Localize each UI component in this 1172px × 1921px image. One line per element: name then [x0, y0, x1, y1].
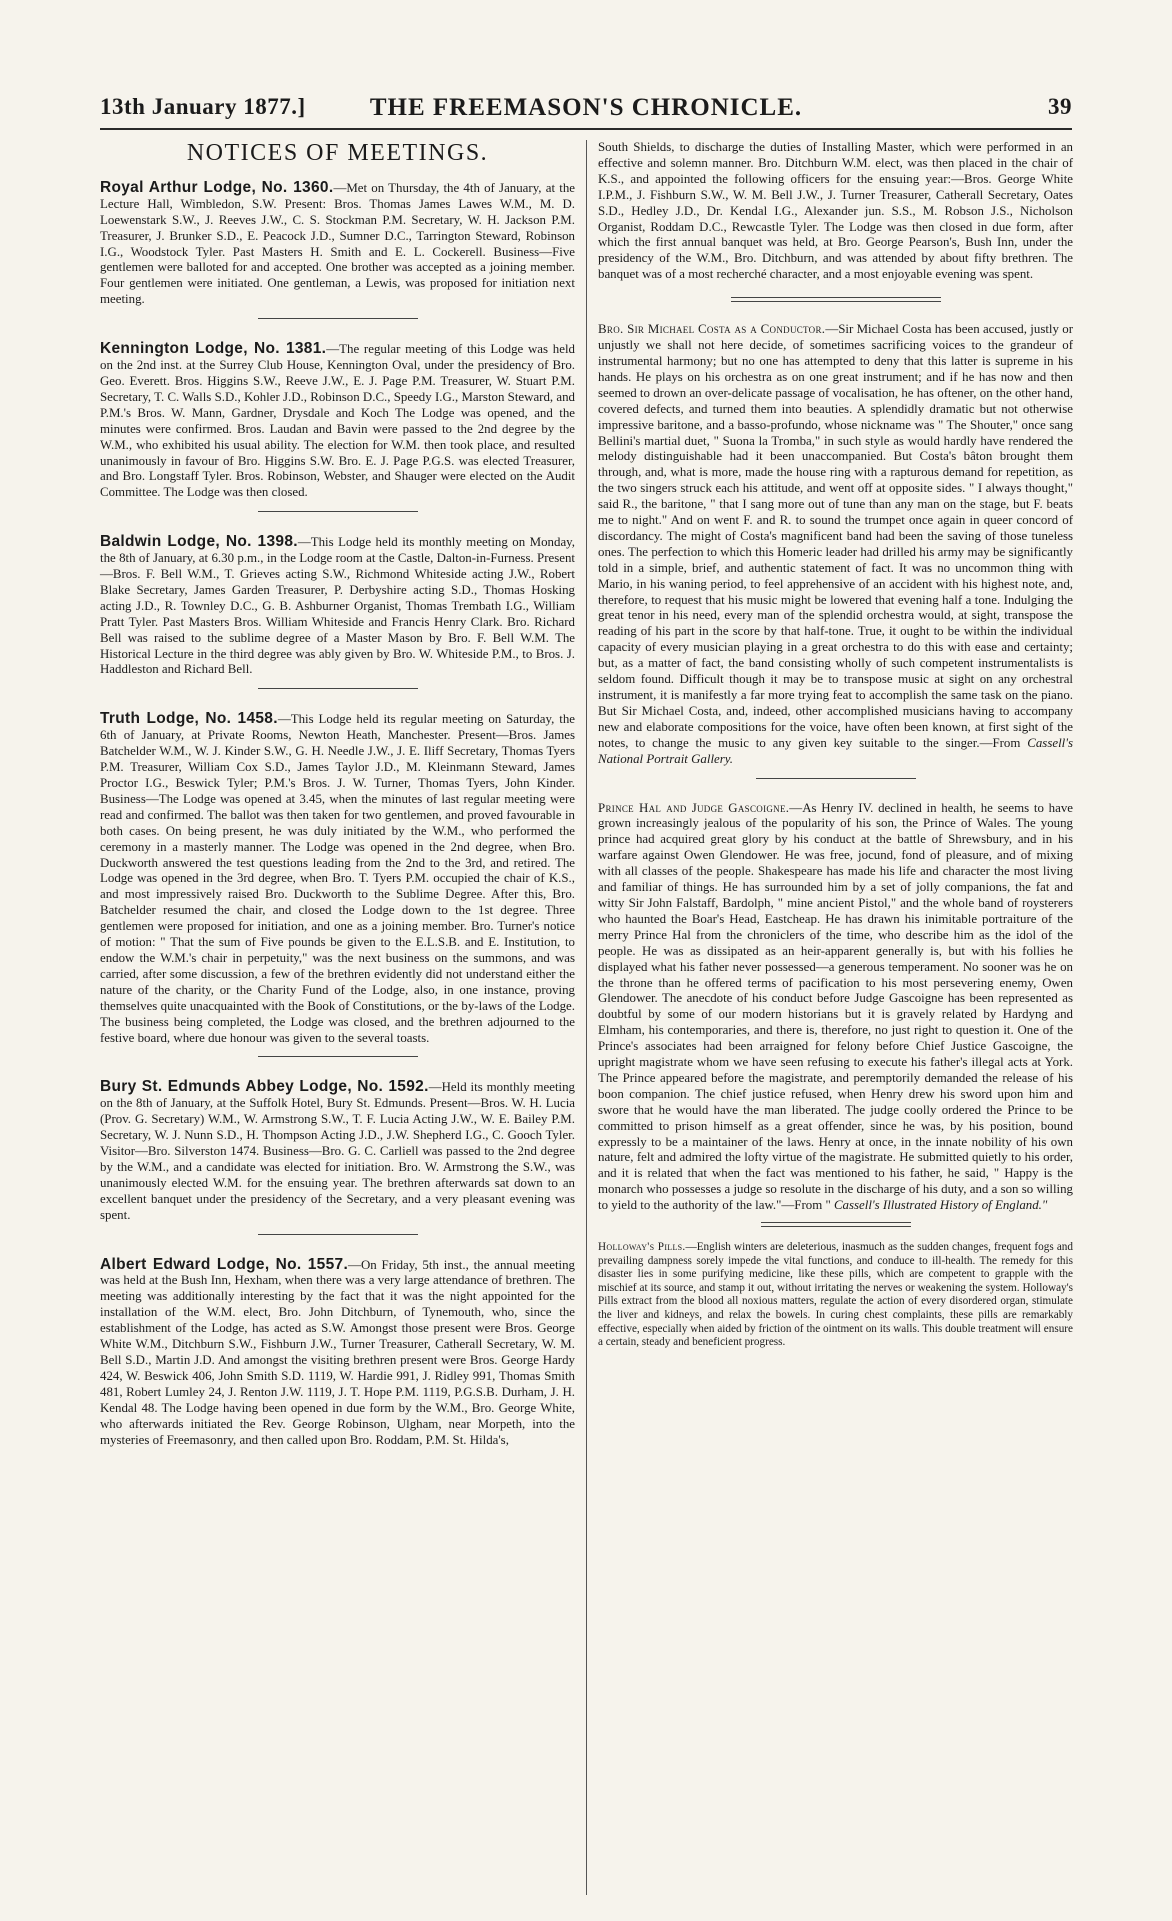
notice-truth	[100, 711, 575, 1046]
double-rule	[731, 297, 941, 302]
section-rule	[258, 1234, 418, 1235]
notice-body: —The regular meeting of this Lodge was held on the 2nd inst. at the Surrey Club House, Kennington Oval, under the presidency of Bro. Geo. Everett. Bros. Higgins S.W., Reeve J.W., E. J. Page P.M. Treasurer, W. Stuart P.M. Secretary, T. C. Walls S.D., Kohler J.D., Robinson D.C., Speedy I.G., Marston Steward, and P.M.'s Bros. W. Mann, Gardner, Drysdale and Koch The Lodge was opened, and the minutes were confirmed. Bros. Laudan and Bavin were passed to the 2nd degree by the W.M., who exhibited his usual ability. The election for W.M. then took place, and resulted unanimously in favour of Bro. Higgins S.W. Bro. E. J. Page P.G.S. was elected Treasurer, and Bro. Longstaff Tyler. Bros. Robinson, Webster, and Shauger were elected on the Audit Committee. The Lodge was then closed.	[100, 342, 575, 500]
notice-heading: Albert Edward Lodge, No. 1557.	[100, 1255, 349, 1273]
double-rule	[761, 1222, 911, 1227]
notice-bury-st-edmunds	[100, 1079, 575, 1223]
advert-holloways-pills	[598, 1241, 1073, 1350]
section-title: NOTICES OF MEETINGS.	[186, 140, 489, 166]
notice-baldwin	[100, 534, 575, 678]
section-rule	[258, 688, 418, 689]
article-body: —Sir Michael Costa has been accused, justly or unjustly we shall not here decide, of sometimes sacrificing voices to the grandeur of instrumental harmony; but no one has attempted to deny that this latter is supreme in his hands. He plays on his orchestra as on one great instrument; and if he has now and then seemed to drown an over-delicate passage of vocalisation, he has oftener, on the other hand, covered defects, and turned them into beauties. A splendidly dramatic but not otherwise impressive baritone, and a basso-profundo, whose nickname was " The Shouter," once sang Bellini's martial duet, " Suona la Tromba," in such style as would hardly have rendered the melody distinguishable had it been unaccompanied. But Costa's bâton brought them through, and, what is more, made the house ring with a rapturous demand for repetition, as the two singers struck each his attitude, and went off at opposite sides. " I always thought," said R., the baritone, " that I sang more out of tune than any man on the stage, but F. beats me to night." And on went F. and R. to sound the trumpet once again in queer concord of discordancy. The might of Costa's magnificent band had been the saving of those tuneless ones. The perfection to which this Homeric leader had drilled his army may be significantly told in a simple, brief, and authentic statement of fact. It was no uncommon thing with Mario, in his waning period, to feel apprehensive of an accident with his highest note, and, therefore, to request that his music might be lowered that evening half a tone. Indulging the great tenor in his need, every man of the splendid orchestra would, at sight, transpose the reading of his part in the score by that half-tone. True, it ought to be within the individual capacity of every musician playing in a great orchestra to do this with ease and certainty; but, as a matter of fact, the band consisting wholly of such competent instrumentalists is seldom found. Difficult though it may be to transpose music at sight on any orchestral instrument, it is manifestly a far more trying feat to accomplish the same task on the piano. But Sir Michael Costa, and, indeed, other accomplished musicians having to accompany new and elaborate compositions for the voice, have often been known, at first sight of the notes, to change the music to any given key suitable to the singer.—From	[598, 322, 1073, 750]
publication-title: THE FREEMASON'S CHRONICLE.	[369, 94, 803, 121]
article-prince-hal	[598, 801, 1073, 1215]
advert-heading: Holloway's Pills.	[598, 1241, 686, 1254]
right-column	[598, 140, 1073, 1358]
notice-heading: Baldwin Lodge, No. 1398.	[100, 533, 298, 551]
notice-albert-edward	[100, 1257, 575, 1449]
section-rule	[258, 511, 418, 512]
article-source: Cassell's National Portrait Gallery.	[598, 735, 1073, 766]
notice-body: —On Friday, 5th inst., the annual meeting was held at the Bush Inn, Hexham, when there was a very large attendance of brethren. The meeting was additionally interesting by the fact that it was the night appointed for the installation of the W.M. elect, Bro. John Ditchburn, of Tynemouth, who, since the establishment of the Lodge, has acted as S.W. Amongst those present were Bros. George White W.M., Ditchburn S.W., Fishburn J.W., Turner Treasurer, Catherall Secretary, W. M. Bell S.D., Martin J.D. And amongst the visiting brethren present were Bros. George Hardy 424, W. Beswick 406, John Smith S.D. 1119, W. Hardie 991, J. Ridley 991, Thomas Smith 481, Robert Lumley 24, J. Renton J.W. 1119, J. T. Hope P.M. 1119, P.G.S.B. Durham, J. H. Kendal 48. The Lodge having been opened in due form by the W.M., Bro. George White, who afterwards initiated the Rev. George Robinson, Ulgham, near Morpeth, into the mysteries of Freemasonry, and then called upon Bro. Roddam, P.M. St. Hilda's,	[100, 1257, 575, 1447]
article-source: Cassell's Illustrated History of England."	[833, 1198, 1048, 1213]
notice-body: —Held its monthly meeting on the 8th of January, at the Suffolk Hotel, Bury St. Edmunds. Present—Bros. W. H. Lucia (Prov. G. Secretary) W.M., W. Armstrong S.W., T. F. Lucia Acting J.W., W. E. Bailey P.M. Secretary, W. J. Nunn S.D., H. Thompson Acting J.D., J.W. Shepherd I.G., C. Gooch Tyler. Visitor—Bro. Silverston 1474. Business—Bro. G. C. Carliell was passed to the 2nd degree by the W.M., and a candidate was elected for initiation. Bro. W. Armstrong the S.W., was unanimously elected W.M. for the ensuing year. The brethren afterwards sat down to an excellent banquet under the presidency of the Secretary, and a very pleasant evening was spent.	[100, 1080, 576, 1222]
article-heading: Bro. Sir Michael Costa as a Conductor.	[598, 322, 826, 337]
notice-heading: Bury St. Edmunds Abbey Lodge, No. 1592.	[100, 1078, 429, 1096]
masthead	[100, 92, 1072, 130]
notice-kennington	[100, 341, 575, 501]
section-rule	[258, 318, 418, 319]
left-column	[100, 140, 575, 1456]
section-rule	[258, 1056, 418, 1057]
notice-body: —Met on Thursday, the 4th of January, at the Lecture Hall, Wimbledon, S.W. Present: Bros. Thomas James Lawes W.M., M. D. Loewenstark S.W., J. Reeves J.W., C. S. Stockman P.M. Secretary, W. H. Jackson P.M. Treasurer, J. Brunker S.D., E. Peacock J.D., Sumner D.C., Tarrington Steward, Robinson I.G., Woodstock Tyler. Past Masters H. Smith and E. L. Cockerell. Business—Five gentlemen were balloted for and accepted. One brother was accepted as a joining member. Four gentlemen were initiated. One gentleman, a Lewis, was proposed for initiation next meeting.	[100, 180, 576, 307]
notice-body: —This Lodge held its regular meeting on Saturday, the 6th of January, at Private Rooms, Newton Heath, Manchester. Present—Bros. James Batchelder W.M., W. J. Kinder S.W., G. H. Needle J.W., J. E. Iliff Secretary, Thomas Tyers P.M. Treasurer, William Cox S.D., James Taylor J.D., M. Kleinmann Steward, James Proctor I.G., Beswick Tyler; P.M.'s Bros. J. W. Turner, Thomas Tyers, John Kinder. Business—The Lodge was opened at 3.45, when the minutes of last regular meeting were read and confirmed. The ballot was then taken for two gentlemen, and proved favourable in both cases. On being present, he was duly initiated by the W.M., who performed the ceremony in a masterly manner. The Lodge was opened in the 2nd degree, when Bro. Duckworth answered the test questions leading from the 2nd to the 3rd, and retired. The Lodge was opened in the 3rd degree, when Bro. T. Tyers P.M. occupied the chair of K.S., and most impressively raised Bro. Duckworth to the Sublime Degree. After this, Bro. Batchelder resumed the chair, and closed the Lodge down to the 1st degree. Three gentlemen were proposed for initiation, and one as a joining member. Bro. Turner's notice of motion: " That the sum of Five pounds be given to the E.L.S.B. and E. Institution, to endow the W.M.'s chair in perpetuity," was the next business on the summons, and was carried, after some discussion, a few of the brethren evidently did not understand either the nature of the charity, or the Charity Fund of the Lodge, also, in one instance, proving themselves quite unacquainted with the Book of Constitutions, or the by-laws of the Lodge. The business being completed, the Lodge was closed, and the brethren adjourned to the festive board, where due honour was given to the several toasts.	[100, 712, 575, 1045]
notice-heading: Kennington Lodge, No. 1381.	[100, 340, 327, 358]
article-heading: Prince Hal and Judge Gascoigne.	[598, 800, 790, 815]
page-number: 39	[1048, 94, 1072, 119]
notice-heading: Truth Lodge, No. 1458.	[100, 710, 278, 728]
notice-royal-arthur	[100, 180, 575, 308]
advert-body: —English winters are deleterious, inasmuch as the sudden changes, frequent fogs and prevailing dampness sorely impede the vital functions, and conduce to ill-health. The remedy for this disaster lies in some purifying medicine, like these pills, which are competent to grapple with the mischief at its source, and stamp it out, without irritating the nerves or weakening the system. Holloway's Pills extract from the blood all noxious matters, regulate the action of every disordered organ, stimulate the liver and kidneys, and relax the bowels. In curing chest complaints, these pills are remarkably effective, especially when aided by friction of the ointment on its walls. This double treatment will ensure a certain, steady and beneficient progress.	[598, 1241, 1073, 1349]
issue-date: 13th January 1877.]	[100, 94, 306, 119]
column-divider	[586, 140, 587, 1895]
continuation-text: South Shields, to discharge the duties of Installing Master, which were performed in an effective and solemn manner. Bro. Ditchburn W.M. elect, was then placed in the chair of K.S., and appointed the following officers for the ensuing year:—Bros. George White I.P.M., J. Fishburn S.W., W. M. Bell J.W., J. Turner Treasurer, Catherall Secretary, Oates S.D., Hedley J.D., Dr. Kendal I.G., Alexander jun. S.S., M. Robson J.S., Nicholson Organist, Roddam D.C., Rewcastle Tyler. The Lodge was then closed in due form, after which the first annual banquet was held, at Bro. George Pearson's, Bush Inn, under the presidency of the W.M., Bro. Ditchburn, and was attended by about fifty brethren. The banquet was of a most recherché character, and a most enjoyable evening was spent.	[598, 140, 1073, 282]
notice-body: —This Lodge held its monthly meeting on Monday, the 8th of January, at 6.30 p.m., in the Lodge room at the Castle, Dalton-in-Furness. Present—Bros. F. Bell W.M., T. Grieves acting S.W., Richmond Whiteside acting J.W., Robert Blake Secretary, James Garden Treasurer, P. Derbyshire acting S.D., Thomas Hosking acting J.D., R. Townley D.C., G. B. Ashburner Organist, Thomas Trembath I.G., William Pratt Tyler. Past Masters Bros. William Whiteside and Francis Henry Clark. Bro. Richard Bell was raised to the sublime degree of a Master Mason by Bro. F. Bell W.M. The Historical Lecture in the third degree was ably given by Bro. W. Whiteside P.M., to Bros. J. Haddleston and Richard Bell.	[100, 535, 575, 677]
article-body: —As Henry IV. declined in health, he seems to have grown increasingly jealous of the popularity of his son, the Prince of Wales. The young prince had acquired great glory by his conduct at the battle of Shrewsbury, and in his warfare against Owen Glendower. He was free, jocund, fond of pleasure, and of mixing with all classes of the people. Shakespeare has made his life and character the most living and familiar of things. He has surrounded him by a set of jolly companions, the fat and witty Sir John Falstaff, Bardolph, " mine ancient Pistol," and the whole band of roysterers who haunted the Boar's Head, Eastcheap. He has drawn his inimitable portraiture of the merry Prince Hal from the chroniclers of the time, who describe him as the idol of the people. He was as dissipated as an heir-apparent generally is, but with his follies he displayed what his father never possessed—a generous temperament. No sooner was he on the throne than he offered terms of pacification to his most persevering enemy, Owen Glendower. The anecdote of his conduct before Judge Gascoigne has been represented as doubtful by some of our modern historians but it is gravely related by Hardyng and Elmham, his contemporaries, and there is, therefore, no just right to question it. One of the Prince's associates had been arraigned for felony before Chief Justice Gascoigne, the upright magistrate whom we have seen refusing to execute his father's illegal acts at York. The Prince appeared before the magistrate, and peremptorily demanded the release of his boon companion. The chief justice refused, when Henry drew his sword upon him and swore that he would have the man liberated. The judge coolly ordered the Prince to be committed to prison himself as a great offender, since he was, by his position, bound expressly to be a maintainer of the laws. Henry at once, in the innate nobility of his own nature, felt and admired the lofty virtue of the magistrate. He submitted quietly to his order, and it is related that when the fact was mentioned to his father, he said, " Happy is the monarch who possesses a judge so resolute in the discharge of his duty, and a son so willing to yield to the authority of the law."—From "	[598, 800, 1073, 1213]
article-costa	[598, 322, 1073, 767]
notice-heading: Royal Arthur Lodge, No. 1360.	[100, 178, 334, 196]
section-rule	[756, 778, 916, 779]
